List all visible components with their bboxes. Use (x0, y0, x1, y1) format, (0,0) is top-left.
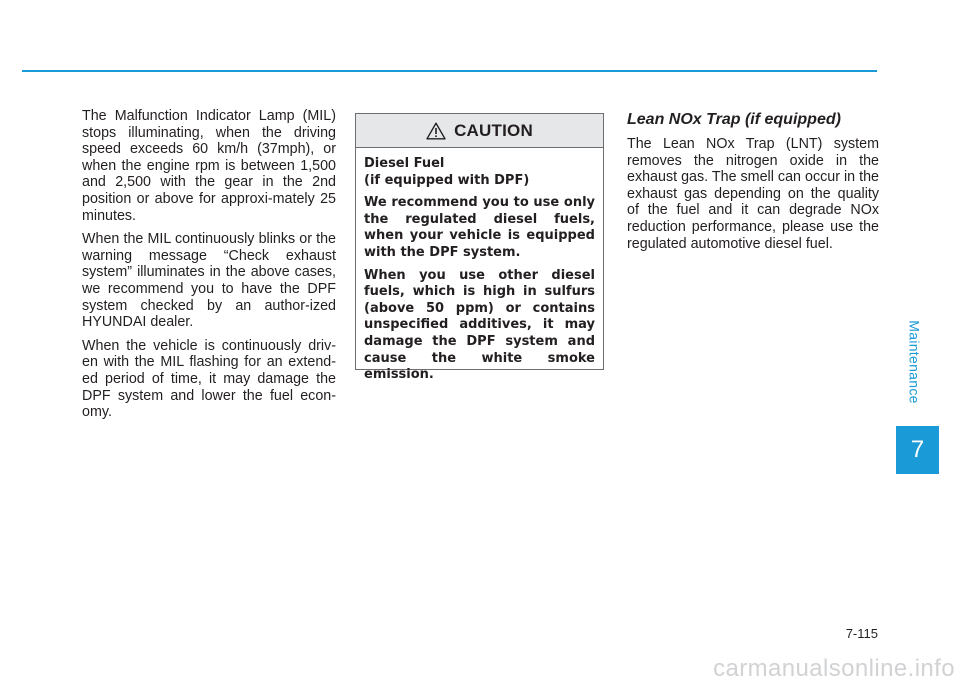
header-rule (22, 70, 877, 72)
caution-subtitle-line-1: Diesel Fuel (364, 156, 445, 171)
page-number: 7-115 (845, 626, 878, 641)
right-column (627, 110, 879, 259)
mil-paragraph-1: The Malfunction Indicator Lamp (MIL) stops illuminating, when the driving speed exceeds 60 km/h (37mph), or when the engine rpm is between 1,500 and 2,500 with the gear in the 2nd position or above for approxi-mately 25 minutes. (82, 108, 336, 224)
section-side-label (896, 300, 934, 424)
caution-paragraph-1: We recommend you to use only the regulated diesel fuels, when your vehicle is equipped with the DPF system. (364, 195, 595, 260)
lnt-heading: Lean NOx Trap (if equipped) (627, 111, 841, 128)
caution-subtitle-line-2: (if equipped with DPF) (364, 172, 530, 188)
caution-subtitle (364, 156, 595, 189)
caution-box (355, 113, 604, 383)
caution-body (356, 148, 603, 384)
caution-paragraph-2: When you use other diesel fuels, which is high in sulfurs (above 50 ppm) or contains unspecified additives, it may damage the DPF system and cause the white smoke emission. (364, 267, 595, 383)
caution-header (356, 114, 603, 148)
watermark: carmanualsonline.info (713, 655, 955, 682)
caution-title: CAUTION (454, 120, 533, 140)
mil-paragraph-3: When the vehicle is continuously driv-en with the MIL flashing for an extend-ed period of time, it may damage the DPF system and lower the fuel econ-omy. (82, 337, 336, 421)
warning-triangle-icon (426, 122, 446, 140)
mil-paragraph-2: When the MIL continuously blinks or the warning message “Check exhaust system” illuminates in the above cases, we recommend you to have the DPF system checked by an author-ized HYUNDAI dealer. (82, 231, 336, 331)
lnt-paragraph: The Lean NOx Trap (LNT) system removes the nitrogen oxide in the exhaust gas. The smell can occur in the exhaust gas depending on the quality of the fuel and it can degrade NOx reduction performance, please use the regulated automotive diesel fuel. (627, 136, 879, 252)
left-column (82, 108, 336, 428)
section-label-text: Maintenance (907, 320, 923, 404)
chapter-tab (896, 426, 939, 474)
chapter-number: 7 (910, 436, 925, 463)
